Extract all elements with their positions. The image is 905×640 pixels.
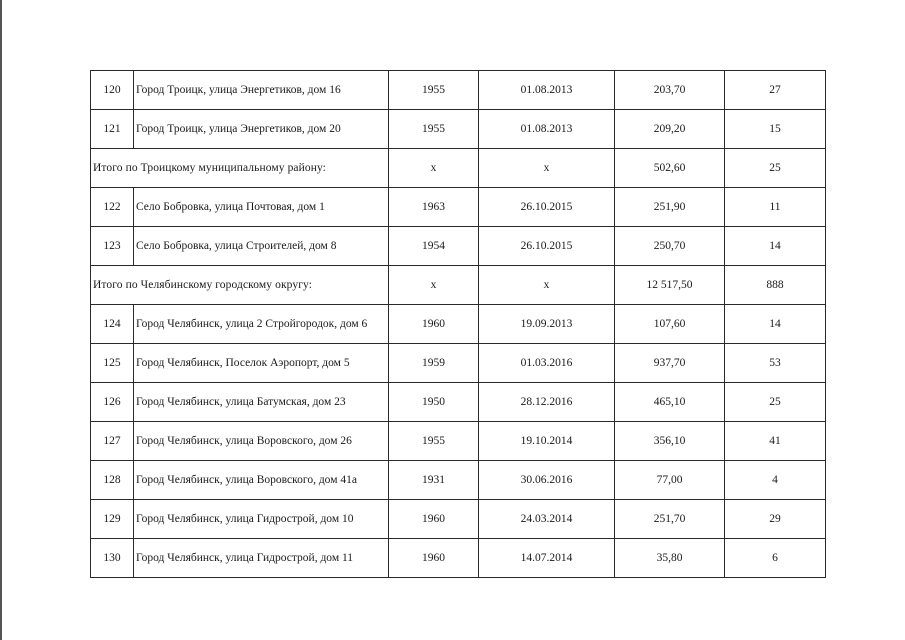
people-cell: 6 — [725, 539, 826, 578]
date-cell: 19.09.2013 — [479, 305, 615, 344]
area-cell: 209,20 — [615, 110, 725, 149]
total-row — [91, 266, 826, 305]
year-cell: 1960 — [389, 305, 479, 344]
year-cell: 1955 — [389, 422, 479, 461]
address-cell: Город Челябинск, улица Гидрострой, дом 10 — [134, 500, 389, 539]
people-cell: 25 — [725, 149, 826, 188]
address-cell: Город Троицк, улица Энергетиков, дом 20 — [134, 110, 389, 149]
table-body — [91, 71, 826, 578]
year-cell: 1960 — [389, 539, 479, 578]
table-row — [91, 110, 826, 149]
area-cell: 35,80 — [615, 539, 725, 578]
year-cell: 1963 — [389, 188, 479, 227]
people-cell: 29 — [725, 500, 826, 539]
area-cell: 502,60 — [615, 149, 725, 188]
year-cell: 1960 — [389, 500, 479, 539]
date-cell: 01.08.2013 — [479, 71, 615, 110]
table-row — [91, 500, 826, 539]
people-cell: 14 — [725, 305, 826, 344]
table-row — [91, 383, 826, 422]
table-row — [91, 227, 826, 266]
area-cell: 251,90 — [615, 188, 725, 227]
area-cell: 356,10 — [615, 422, 725, 461]
page-left-edge — [0, 0, 2, 640]
table-row — [91, 305, 826, 344]
people-cell: 14 — [725, 227, 826, 266]
address-cell: Город Челябинск, улица Гидрострой, дом 11 — [134, 539, 389, 578]
row-number-cell: 120 — [91, 71, 134, 110]
area-cell: 937,70 — [615, 344, 725, 383]
date-cell: 14.07.2014 — [479, 539, 615, 578]
row-number-cell: 123 — [91, 227, 134, 266]
date-cell: 24.03.2014 — [479, 500, 615, 539]
row-number-cell: 127 — [91, 422, 134, 461]
year-cell: x — [389, 266, 479, 305]
total-row — [91, 149, 826, 188]
area-cell: 251,70 — [615, 500, 725, 539]
row-number-cell: 125 — [91, 344, 134, 383]
table-row — [91, 422, 826, 461]
date-cell: 26.10.2015 — [479, 188, 615, 227]
address-cell: Город Троицк, улица Энергетиков, дом 16 — [134, 71, 389, 110]
table-row — [91, 461, 826, 500]
row-number-cell: 128 — [91, 461, 134, 500]
date-cell: 01.08.2013 — [479, 110, 615, 149]
people-cell: 11 — [725, 188, 826, 227]
date-cell: x — [479, 149, 615, 188]
year-cell: x — [389, 149, 479, 188]
year-cell: 1954 — [389, 227, 479, 266]
area-cell: 250,70 — [615, 227, 725, 266]
total-label-cell: Итого по Челябинскому городскому округу: — [91, 266, 389, 305]
table-row — [91, 344, 826, 383]
table-row — [91, 539, 826, 578]
area-cell: 107,60 — [615, 305, 725, 344]
address-cell: Город Челябинск, улица 2 Стройгородок, дом 6 — [134, 305, 389, 344]
area-cell: 203,70 — [615, 71, 725, 110]
total-label-cell: Итого по Троицкому муниципальному району: — [91, 149, 389, 188]
people-cell: 888 — [725, 266, 826, 305]
date-cell: 26.10.2015 — [479, 227, 615, 266]
area-cell: 77,00 — [615, 461, 725, 500]
people-cell: 15 — [725, 110, 826, 149]
date-cell: x — [479, 266, 615, 305]
people-cell: 41 — [725, 422, 826, 461]
address-cell: Село Бобровка, улица Почтовая, дом 1 — [134, 188, 389, 227]
year-cell: 1955 — [389, 110, 479, 149]
address-cell: Город Челябинск, улица Воровского, дом 26 — [134, 422, 389, 461]
date-cell: 19.10.2014 — [479, 422, 615, 461]
row-number-cell: 124 — [91, 305, 134, 344]
year-cell: 1950 — [389, 383, 479, 422]
area-cell: 12 517,50 — [615, 266, 725, 305]
people-cell: 53 — [725, 344, 826, 383]
people-cell: 4 — [725, 461, 826, 500]
people-cell: 25 — [725, 383, 826, 422]
date-cell: 01.03.2016 — [479, 344, 615, 383]
row-number-cell: 130 — [91, 539, 134, 578]
address-cell: Город Челябинск, улица Батумская, дом 23 — [134, 383, 389, 422]
year-cell: 1931 — [389, 461, 479, 500]
address-cell: Село Бобровка, улица Строителей, дом 8 — [134, 227, 389, 266]
year-cell: 1955 — [389, 71, 479, 110]
row-number-cell: 126 — [91, 383, 134, 422]
row-number-cell: 129 — [91, 500, 134, 539]
row-number-cell: 122 — [91, 188, 134, 227]
address-cell: Город Челябинск, Поселок Аэропорт, дом 5 — [134, 344, 389, 383]
table-row — [91, 71, 826, 110]
row-number-cell: 121 — [91, 110, 134, 149]
year-cell: 1959 — [389, 344, 479, 383]
address-cell: Город Челябинск, улица Воровского, дом 41а — [134, 461, 389, 500]
date-cell: 28.12.2016 — [479, 383, 615, 422]
housing-table — [90, 70, 826, 578]
date-cell: 30.06.2016 — [479, 461, 615, 500]
people-cell: 27 — [725, 71, 826, 110]
area-cell: 465,10 — [615, 383, 725, 422]
table-row — [91, 188, 826, 227]
